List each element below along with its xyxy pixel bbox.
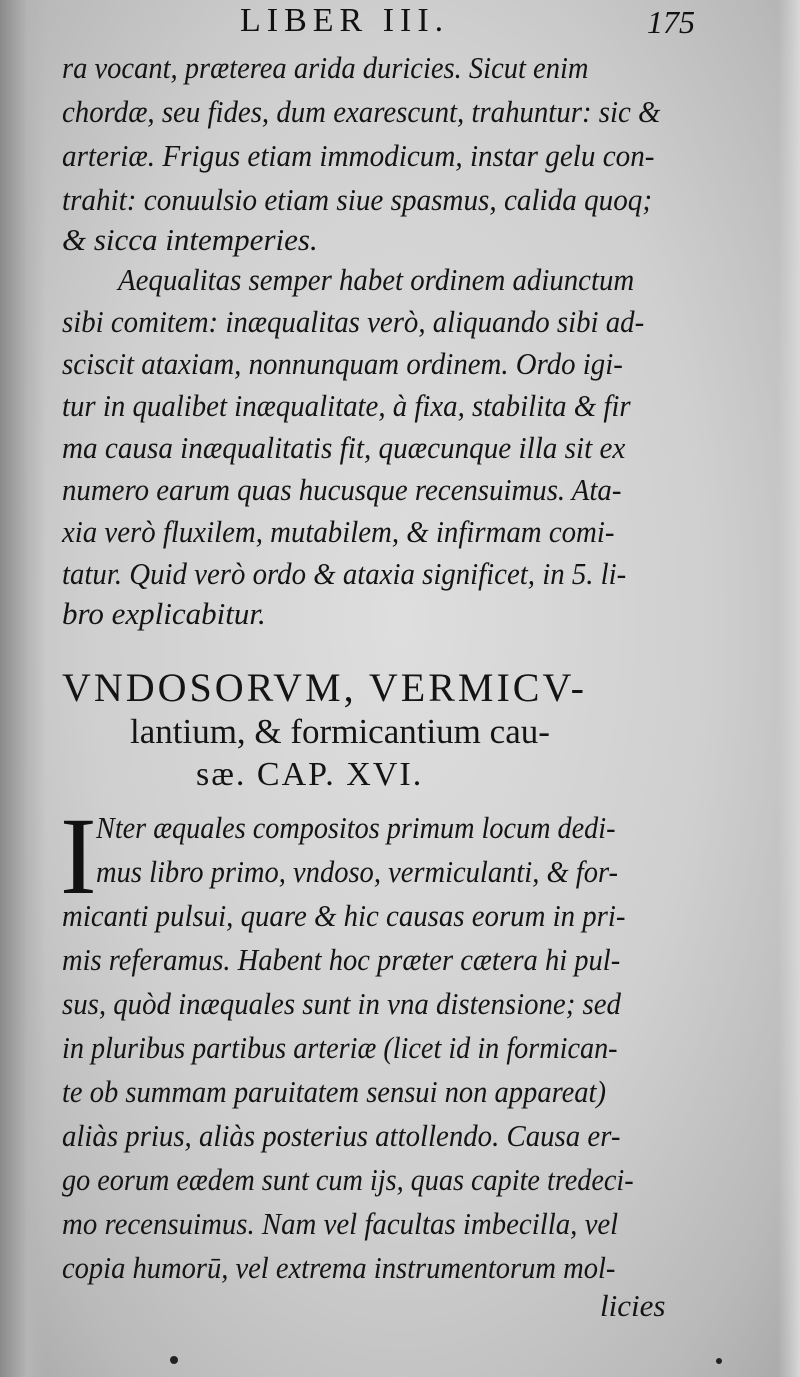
print-speck xyxy=(170,1356,178,1364)
chapter-heading-line: lantium, & formicantium cau- xyxy=(130,712,550,751)
text-line: Nter æquales compositos primum locum dedi- xyxy=(96,810,616,845)
text-line: aliàs prius, aliàs posterius attollendo. Causa er- xyxy=(62,1118,621,1153)
text-line: chordæ, seu fides, dum exarescunt, trahuntur: sic & xyxy=(62,94,661,129)
text-line: micanti pulsui, quare & hic causas eorum in pri- xyxy=(62,898,626,933)
print-speck xyxy=(716,1358,722,1364)
drop-cap: I xyxy=(60,795,97,917)
text-line: trahit: conuulsio etiam siue spasmus, calida quoq; xyxy=(62,182,653,217)
text-line: numero earum quas hucusque recensuimus. Ata- xyxy=(62,472,622,507)
text-line: go eorum eædem sunt cum ijs, quas capite tredeci- xyxy=(62,1162,634,1197)
text-line: tatur. Quid verò ordo & ataxia significet, in 5. li- xyxy=(62,556,627,591)
text-line: sus, quòd inæquales sunt in vna distensione; sed xyxy=(62,986,621,1021)
text-line: xia verò fluxilem, mutabilem, & infirmam comi- xyxy=(62,514,615,549)
text-line: Aequalitas semper habet ordinem adiunctum xyxy=(118,262,635,297)
text-line: ma causa inæqualitatis fit, quæcunque illa sit ex xyxy=(62,430,626,465)
chapter-heading-line: VNDOSORVM, VERMICV- xyxy=(62,665,587,710)
catchword: licies xyxy=(600,1288,666,1323)
text-line: mo recensuimus. Nam vel facultas imbecilla, vel xyxy=(62,1206,619,1241)
running-head: LIBER III. xyxy=(240,2,450,39)
text-line: copia humorū, vel extrema instrumentorum mol- xyxy=(62,1250,616,1285)
text-line: ra vocant, præterea arida duricies. Sicut enim xyxy=(62,50,589,85)
text-line: in pluribus partibus arteriæ (licet id in formican- xyxy=(62,1030,618,1065)
text-line: bro explicabitur. xyxy=(62,596,266,631)
text-line: sciscit ataxiam, nonnunquam ordinem. Ordo igi- xyxy=(62,346,623,381)
page-header xyxy=(240,2,695,42)
text-line: & sicca intemperies. xyxy=(62,222,318,257)
text-line: te ob summam paruitatem sensui non appareat) xyxy=(62,1074,606,1109)
page-number: 175 xyxy=(647,4,695,40)
text-line: mis referamus. Habent hoc præter cætera hi pul- xyxy=(62,942,621,977)
text-line: arteriæ. Frigus etiam immodicum, instar gelu con- xyxy=(62,138,655,173)
chapter-heading-line: sæ. CAP. XVI. xyxy=(196,756,424,793)
gutter-shadow xyxy=(0,0,46,1377)
text-line: sibi comitem: inæqualitas verò, aliquando sibi ad- xyxy=(62,304,645,339)
text-line: mus libro primo, vndoso, vermiculanti, & for- xyxy=(96,854,619,889)
text-line: tur in qualibet inæqualitate, à fixa, stabilita & fir xyxy=(62,388,631,423)
page-edge xyxy=(778,0,800,1377)
